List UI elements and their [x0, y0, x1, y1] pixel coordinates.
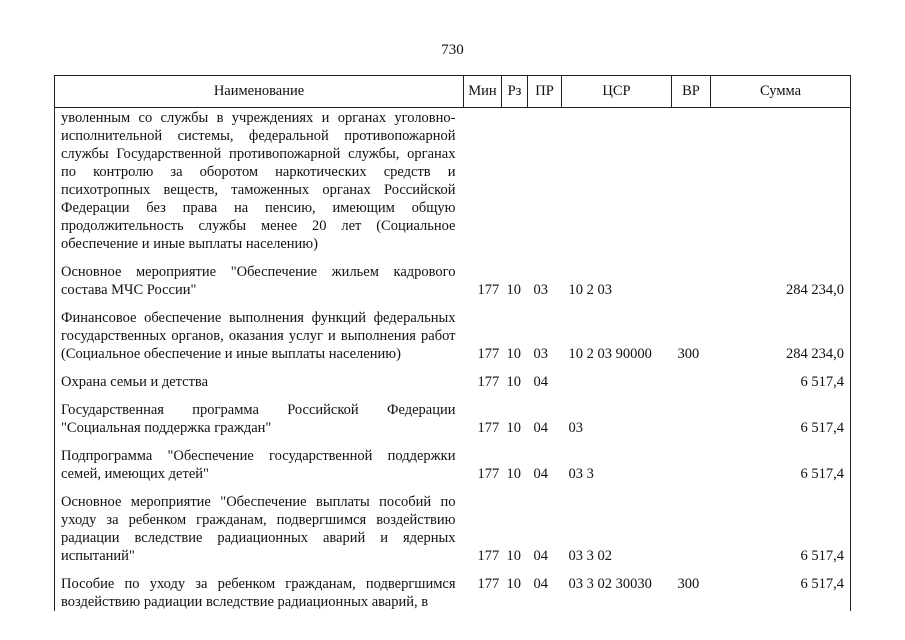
row-sum: 284 234,0 [711, 263, 851, 299]
row-min: 177 [477, 346, 500, 362]
row-rz: 10 [506, 576, 521, 592]
row-pr: 04 [533, 466, 548, 482]
row-csr: 03 3 02 30030 [568, 576, 652, 592]
row-sum: 6 517,4 [711, 493, 851, 565]
header-vr: ВР [672, 76, 711, 108]
row-sum: 6 517,4 [711, 373, 851, 391]
row-pr: 04 [533, 374, 548, 390]
table-row [55, 108, 851, 254]
row-name: Финансовое обеспечение выполнения функций федеральных государственных органов, оказания услуг и выполнения работ (Социальное обеспечение и иные выплаты населению) [55, 309, 464, 363]
row-sum: 6 517,4 [711, 447, 851, 483]
table-row [55, 309, 851, 363]
header-pr: ПР [528, 76, 562, 108]
row-pr [528, 108, 562, 254]
row-vr [672, 373, 711, 391]
row-vr [672, 447, 711, 483]
row-vr [672, 401, 711, 437]
page-number: 730 [441, 42, 464, 58]
row-pr: 04 [533, 548, 548, 564]
header-min: Мин [464, 76, 502, 108]
row-csr [562, 108, 672, 254]
row-rz: 10 [506, 282, 521, 298]
table-row [55, 373, 851, 391]
row-rz [502, 108, 528, 254]
row-vr [672, 493, 711, 565]
table-row [55, 493, 851, 565]
row-vr [672, 263, 711, 299]
row-sum [711, 108, 851, 254]
row-rz: 10 [506, 346, 521, 362]
row-sum: 6 517,4 [711, 575, 851, 611]
row-name: Подпрограмма "Обеспечение государственной поддержки семей, имеющих детей" [55, 447, 464, 483]
table-row [55, 575, 851, 611]
row-min [464, 108, 502, 254]
table-row [55, 447, 851, 483]
row-vr: 300 [677, 346, 700, 362]
row-pr: 04 [533, 420, 548, 436]
row-min: 177 [477, 374, 500, 390]
row-name: Основное мероприятие "Обеспечение выплаты пособий по уходу за ребенком гражданам, подвергшимся воздействию радиации вследствие радиационных аварий и ядерных испытаний" [55, 493, 464, 565]
row-rz: 10 [506, 466, 521, 482]
row-pr: 03 [533, 282, 548, 298]
row-name: Охрана семьи и детства [55, 373, 464, 391]
row-min: 177 [477, 466, 500, 482]
header-csr: ЦСР [562, 76, 672, 108]
row-name: Пособие по уходу за ребенком гражданам, подвергшимся воздействию радиации вследствие радиационных аварий, в [55, 575, 464, 611]
row-csr: 10 2 03 [568, 282, 612, 298]
header-name: Наименование [55, 76, 464, 108]
row-vr: 300 [677, 576, 700, 592]
row-sum: 6 517,4 [711, 401, 851, 437]
table-row [55, 263, 851, 299]
row-csr: 10 2 03 90000 [568, 346, 652, 362]
row-min: 177 [477, 576, 500, 592]
row-pr: 03 [533, 346, 548, 362]
header-rz: Рз [502, 76, 528, 108]
header-sum: Сумма [711, 76, 851, 108]
row-min: 177 [477, 548, 500, 564]
table-row [55, 401, 851, 437]
row-vr [672, 108, 711, 254]
row-rz: 10 [506, 548, 521, 564]
row-csr [562, 373, 672, 391]
row-csr: 03 3 [568, 466, 594, 482]
row-pr: 04 [533, 576, 548, 592]
row-rz: 10 [506, 420, 521, 436]
table-header-row [55, 76, 851, 108]
row-sum: 284 234,0 [711, 309, 851, 363]
budget-table [54, 75, 851, 611]
row-name: уволенным со службы в учреждениях и органах уголовно-исполнительной системы, федеральной противопожарной службы Государственной противопожарной службы, органах по контролю за оборотом наркотических средств и психотропных веществ, таможенных органах Российской Федерации без права на пенсию, имеющим общую продолжительность службы менее 20 лет (Социальное обеспечение и иные выплаты населению) [55, 108, 464, 254]
row-name: Государственная программа Российской Федерации "Социальная поддержка граждан" [55, 401, 464, 437]
row-csr: 03 [568, 420, 583, 436]
row-rz: 10 [506, 374, 521, 390]
row-min: 177 [477, 420, 500, 436]
row-csr: 03 3 02 [568, 548, 612, 564]
row-min: 177 [477, 282, 500, 298]
row-name: Основное мероприятие "Обеспечение жильем кадрового состава МЧС России" [55, 263, 464, 299]
